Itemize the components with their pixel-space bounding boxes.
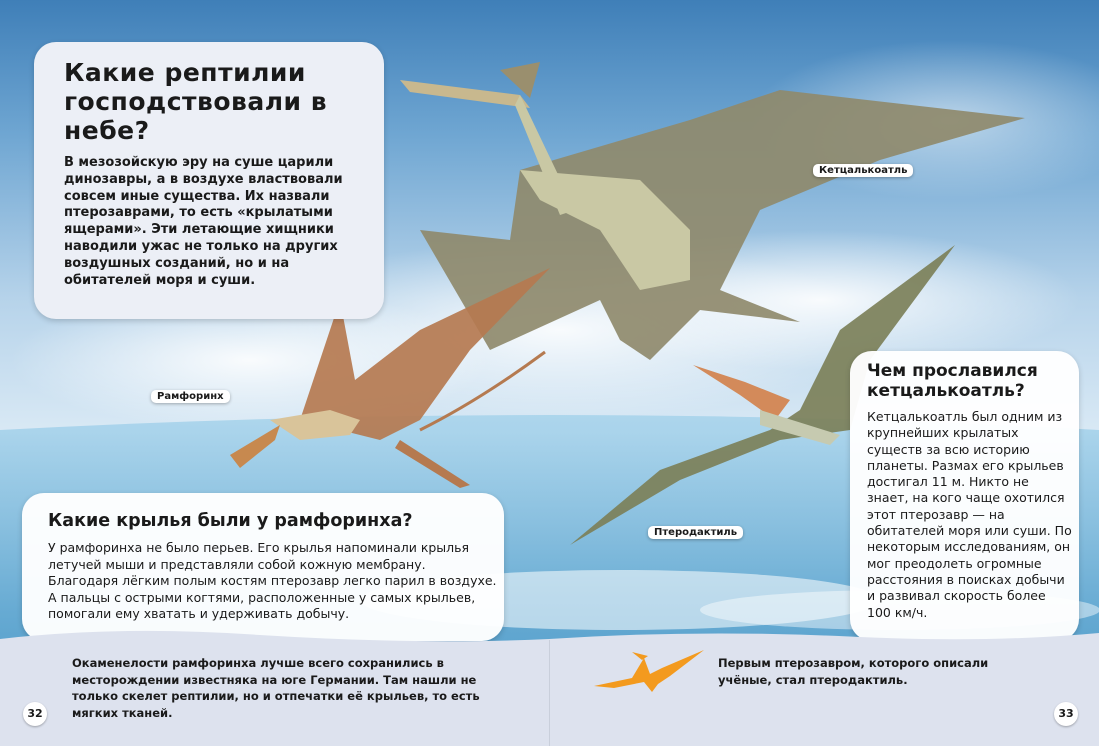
page-number-left: 32 <box>23 702 47 726</box>
page-divider <box>549 640 550 746</box>
quetzalcoatlus-fame-text: Кетцалькоатль был одним из крупнейших крылатых существ за всю историю планеты. Размах его крыльев достигал 11 м. Никто не знает, на кого чаще охотился этот птерозавр — на обитателей моря или суши. По некоторым исследованиям, он мог преодолеть огромные расстояния в поисках добычи и развивал скорость более 100 км/ч. <box>867 409 1072 620</box>
pterodactyl-label: Птеродактиль <box>648 526 743 539</box>
page-title: Какие рептилии господствовали в небе? <box>64 58 328 145</box>
page-number-right: 33 <box>1054 702 1078 726</box>
pterosaur-silhouette-icon <box>592 648 707 694</box>
quetzalcoatlus-fame-heading: Чем прославился кетцалькоатль? <box>867 361 1038 401</box>
first-pterosaur-fact-text: Первым птерозавром, которого описали учёные, стал птеродактиль. <box>718 656 989 687</box>
fossil-fact-text: Окаменелости рамфоринха лучше всего сохранились в месторождении известняка на юге Германии. Там нашли не только скелет рептилии, но и отпечатки её крыльев, то есть мягких тканей. <box>72 656 480 720</box>
intro-text: В мезозойскую эру на суше царили динозавры, а в воздухе властвовали совсем иные существа. Их назвали птерозаврами, то есть «крылатыми ящерами». Эти летающие хищники наводили ужас не только на других воздушных созданий, но и на обитателей моря и суши. <box>64 155 343 288</box>
intro-card <box>34 42 384 319</box>
rhamphorhynchus-wings-card <box>22 493 504 641</box>
rhamphorhynchus-wings-heading: Какие крылья были у рамфоринха? <box>48 511 413 531</box>
quetzalcoatlus-label: Кетцалькоатль <box>813 164 913 177</box>
quetzalcoatlus-fame-card <box>850 351 1079 641</box>
rhamphorhynchus-label: Рамфоринх <box>151 390 230 403</box>
rhamphorhynchus-wings-text: У рамфоринха не было перьев. Его крылья напоминали крылья летучей мыши и представляли собой кожную мембрану. Благодаря лёгким полым костям птерозавр легко парил в воздухе. А пальцы с острыми когтями, расположенные у самых крыльев, помогали ему хватать и удерживать добычу. <box>48 540 497 621</box>
